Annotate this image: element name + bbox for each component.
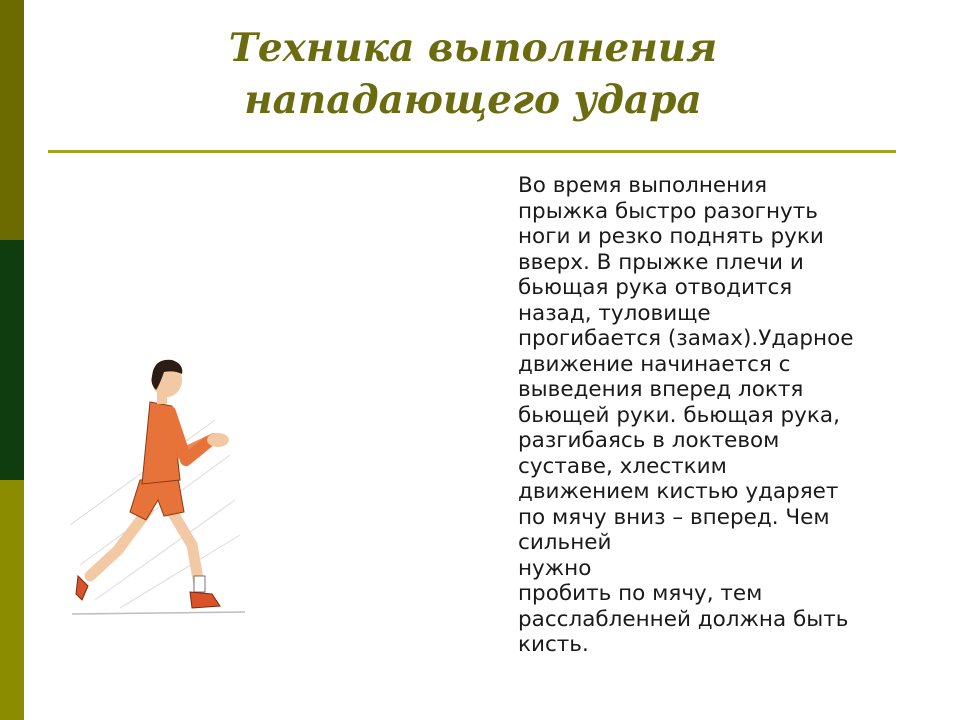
slide-body-text: Во время выполнения прыжка быстро разогнуть ноги и резко поднять руки вверх. В прыжке плечи и бьющая рука отводится назад, туловище прогибается (замах).Ударное движение начинается с выведения вперед локтя бьющей руки. бьющая рука, разгибаясь в локтевом суставе, хлестким движением кистью ударяет по мячу вниз – вперед. Чем сильней нужно пробить по мячу, тем расслабленней должна быть кисть.: [518, 173, 854, 657]
decorative-sidebar: [0, 0, 24, 720]
slide-title-line-1: Техника выполнения: [228, 25, 718, 71]
sidebar-band-top: [0, 0, 24, 240]
sidebar-band-middle: [0, 240, 24, 480]
running-athlete-illustration: [60, 350, 250, 620]
athlete-figure: [76, 360, 229, 608]
sidebar-band-bottom: [0, 480, 24, 720]
slide-title: [50, 22, 896, 126]
title-divider: [48, 150, 896, 153]
slide-title-line-2: нападающего удара: [244, 77, 702, 123]
